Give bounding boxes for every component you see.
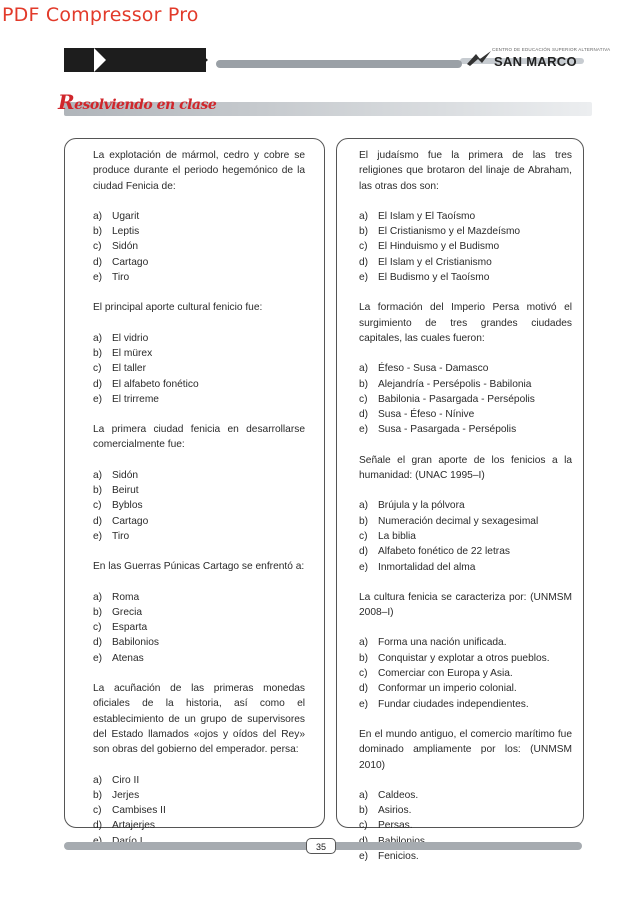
- option-letter: b): [359, 378, 369, 390]
- option-letter: a): [359, 637, 369, 649]
- answer-option: [359, 803, 572, 818]
- question-text: La primera ciudad fenicia en desarrollarse comercialmente fue:: [93, 424, 305, 451]
- option-letter: c): [93, 241, 102, 253]
- option-text: Grecia: [112, 606, 143, 618]
- page-number: 35: [306, 838, 336, 854]
- answer-option: [359, 697, 572, 712]
- answer-option: [359, 666, 572, 681]
- option-text: Atenas: [112, 652, 144, 664]
- option-text: El alfabeto fonético: [112, 378, 199, 390]
- option-text: Sidón: [112, 241, 139, 253]
- option-list: [359, 788, 572, 864]
- option-letter: d): [359, 546, 369, 558]
- answer-option: [359, 514, 572, 529]
- option-letter: b): [93, 606, 103, 618]
- answer-option: [93, 346, 305, 361]
- option-letter: e): [93, 530, 103, 542]
- option-text: La biblia: [378, 530, 416, 542]
- option-text: Conformar un imperio colonial.: [378, 683, 517, 695]
- option-text: Alejandría - Persépolis - Babilonia: [378, 378, 532, 390]
- option-text: Esparta: [112, 622, 148, 634]
- option-letter: e): [93, 272, 103, 284]
- option-letter: d): [93, 378, 103, 390]
- answer-option: [93, 818, 305, 833]
- option-letter: b): [93, 789, 103, 801]
- option-list: [93, 331, 305, 407]
- question-text: La acuñación de las primeras monedas oficiales de la historia, así como el establecimiento de un grupo de supervisores del Estado llamados «ojos y oídos del Rey» son obras del gobierno del emperador. persa:: [93, 683, 305, 756]
- option-list: [93, 590, 305, 666]
- option-list: [359, 209, 572, 285]
- option-letter: e): [359, 561, 369, 573]
- option-letter: c): [93, 622, 102, 634]
- answer-option: [93, 209, 305, 224]
- answer-option: [93, 498, 305, 513]
- option-text: Ciro II: [112, 774, 140, 786]
- answer-option: [93, 361, 305, 376]
- option-text: Babilonios: [112, 637, 160, 649]
- san-marco-logo: [464, 44, 611, 74]
- answer-option: [93, 224, 305, 239]
- option-text: Beirut: [112, 485, 139, 497]
- bird-logo-icon: [466, 50, 492, 68]
- answer-option: [359, 224, 572, 239]
- answer-option: [359, 407, 572, 422]
- option-letter: c): [359, 820, 368, 832]
- answer-option: [359, 239, 572, 254]
- option-text: Susa - Pasargada - Persépolis: [378, 424, 517, 436]
- option-text: Sidón: [112, 469, 139, 481]
- option-list: [359, 361, 572, 437]
- question-text: En las Guerras Púnicas Cartago se enfrentó a:: [93, 561, 305, 573]
- option-letter: d): [93, 820, 103, 832]
- option-text: Babilonia - Pasargada - Persépolis: [378, 393, 535, 405]
- option-text: Cambises II: [112, 805, 166, 817]
- right-question-column: [359, 148, 572, 864]
- answer-option: [93, 635, 305, 650]
- answer-option: [93, 590, 305, 605]
- question-text: En el mundo antiguo, el comercio marítimo fue dominado ampliamente por los: (UNMSM 2010): [359, 728, 572, 771]
- option-text: Asirios.: [378, 805, 412, 817]
- answer-option: [93, 255, 305, 270]
- option-letter: c): [93, 500, 102, 512]
- option-letter: b): [359, 652, 369, 664]
- option-text: El taller: [112, 363, 146, 375]
- answer-option: [93, 377, 305, 392]
- option-letter: b): [359, 515, 369, 527]
- answer-option: [93, 788, 305, 803]
- answer-option: [359, 788, 572, 803]
- answer-option: [359, 361, 572, 376]
- answer-option: [93, 529, 305, 544]
- option-text: El vidrio: [112, 332, 149, 344]
- option-letter: c): [359, 393, 368, 405]
- option-text: El mürex: [112, 347, 153, 359]
- option-text: El Islam y El Taoísmo: [378, 210, 476, 222]
- option-letter: c): [359, 241, 368, 253]
- question-text: La explotación de mármol, cedro y cobre se produce durante el periodo hegemónico de la ciudad Fenicia de:: [93, 150, 305, 192]
- option-text: Persas.: [378, 820, 413, 832]
- option-letter: e): [93, 652, 103, 664]
- option-letter: a): [359, 363, 369, 375]
- answer-option: [359, 270, 572, 285]
- option-list: [93, 209, 305, 285]
- option-text: Tiro: [112, 272, 130, 284]
- answer-option: [93, 620, 305, 635]
- question-text: Señale el gran aporte de los fenicios a la humanidad: (UNAC 1995–I): [359, 454, 572, 482]
- option-letter: b): [359, 805, 369, 817]
- answer-option: [359, 392, 572, 407]
- option-letter: c): [359, 530, 368, 542]
- option-text: El trirreme: [112, 393, 159, 405]
- answer-option: [359, 651, 572, 666]
- answer-option: [359, 529, 572, 544]
- logo-name: SAN MARCO: [494, 54, 577, 69]
- header-gray-bar: [216, 60, 462, 68]
- option-text: Cartago: [112, 515, 149, 527]
- option-letter: d): [359, 683, 369, 695]
- answer-option: [93, 239, 305, 254]
- option-text: Inmortalidad del alma: [378, 561, 476, 573]
- option-text: Roma: [112, 591, 140, 603]
- option-text: Caldeos.: [378, 789, 419, 801]
- answer-option: [93, 803, 305, 818]
- option-letter: c): [93, 363, 102, 375]
- option-text: El Islam y el Cristianismo: [378, 256, 492, 268]
- answer-option: [359, 544, 572, 559]
- answer-option: [93, 468, 305, 483]
- option-letter: d): [93, 637, 103, 649]
- answer-option: [359, 209, 572, 224]
- option-text: Brújula y la pólvora: [378, 500, 465, 512]
- option-list: [93, 773, 305, 849]
- option-letter: d): [93, 256, 103, 268]
- option-letter: a): [93, 591, 103, 603]
- option-text: Fenicios.: [378, 850, 419, 862]
- left-question-column: [93, 148, 305, 849]
- answer-option: [359, 560, 572, 575]
- logo-subtitle: CENTRO DE EDUCACIÓN SUPERIOR ALTERNATIVA: [492, 47, 611, 52]
- option-list: [359, 498, 572, 574]
- answer-option: [359, 681, 572, 696]
- answer-option: [93, 392, 305, 407]
- answer-option: [93, 270, 305, 285]
- option-letter: a): [93, 210, 103, 222]
- option-text: Alfabeto fonético de 22 letras: [378, 546, 510, 558]
- option-text: Byblos: [112, 500, 143, 512]
- option-letter: a): [93, 332, 103, 344]
- option-text: Susa - Éfeso - Nínive: [378, 409, 475, 421]
- answer-option: [93, 651, 305, 666]
- option-text: Fundar ciudades independientes.: [378, 698, 529, 710]
- option-text: Tiro: [112, 530, 130, 542]
- option-text: El Cristianismo y el Mazdeísmo: [378, 226, 521, 238]
- option-text: El Hinduismo y el Budismo: [378, 241, 500, 253]
- option-letter: b): [93, 226, 103, 238]
- option-letter: e): [359, 272, 369, 284]
- option-text: Comerciar con Europa y Asia.: [378, 668, 513, 680]
- option-letter: a): [93, 774, 103, 786]
- option-text: El Budismo y el Taoísmo: [378, 272, 490, 284]
- option-text: Leptis: [112, 226, 140, 238]
- option-text: Cartago: [112, 256, 149, 268]
- option-text: Conquistar y explotar a otros pueblos.: [378, 652, 550, 664]
- header-notch: [94, 48, 106, 72]
- section-banner: [54, 90, 594, 120]
- answer-option: [93, 331, 305, 346]
- option-text: Artajerjes: [112, 820, 156, 832]
- option-letter: c): [359, 668, 368, 680]
- answer-option: [359, 377, 572, 392]
- option-letter: b): [93, 347, 103, 359]
- header-black-bar: [64, 48, 206, 72]
- option-text: Éfeso - Susa - Damasco: [378, 363, 489, 375]
- option-letter: a): [359, 500, 369, 512]
- option-letter: d): [93, 515, 103, 527]
- answer-option: [359, 422, 572, 437]
- answer-option: [93, 773, 305, 788]
- option-letter: d): [359, 256, 369, 268]
- section-title: Resolviendo en clase: [58, 90, 217, 114]
- answer-option: [359, 255, 572, 270]
- option-text: Forma una nación unificada.: [378, 637, 507, 649]
- option-letter: e): [93, 393, 103, 405]
- answer-option: [359, 818, 572, 833]
- question-text: El judaísmo fue la primera de las tres religiones que brotaron del linaje de Abraham, las otras dos son:: [359, 150, 572, 192]
- option-letter: a): [93, 469, 103, 481]
- question-text: La formación del Imperio Persa motivó el surgimiento de tres grandes ciudades capitales, las cuales fueron:: [359, 302, 572, 344]
- answer-option: [359, 849, 572, 864]
- option-letter: a): [359, 789, 369, 801]
- question-text: La cultura fenicia se caracteriza por: (UNMSM 2008–I): [359, 591, 572, 619]
- option-letter: a): [359, 210, 369, 222]
- question-text: El principal aporte cultural fenicio fue:: [93, 302, 263, 314]
- answer-option: [93, 605, 305, 620]
- option-letter: b): [359, 226, 369, 238]
- option-list: [359, 635, 572, 711]
- option-text: Numeración decimal y sexagesimal: [378, 515, 539, 527]
- option-text: Jerjes: [112, 789, 140, 801]
- option-letter: e): [359, 424, 369, 436]
- option-letter: b): [93, 485, 103, 497]
- header-arrow: [194, 48, 208, 72]
- option-text: Ugarit: [112, 210, 140, 222]
- answer-option: [359, 498, 572, 513]
- watermark-text: PDF Compressor Pro: [2, 4, 199, 26]
- option-letter: e): [359, 698, 369, 710]
- option-letter: c): [93, 805, 102, 817]
- option-list: [93, 468, 305, 544]
- answer-option: [93, 483, 305, 498]
- answer-option: [93, 514, 305, 529]
- option-letter: d): [359, 409, 369, 421]
- option-letter: e): [359, 850, 369, 862]
- answer-option: [359, 635, 572, 650]
